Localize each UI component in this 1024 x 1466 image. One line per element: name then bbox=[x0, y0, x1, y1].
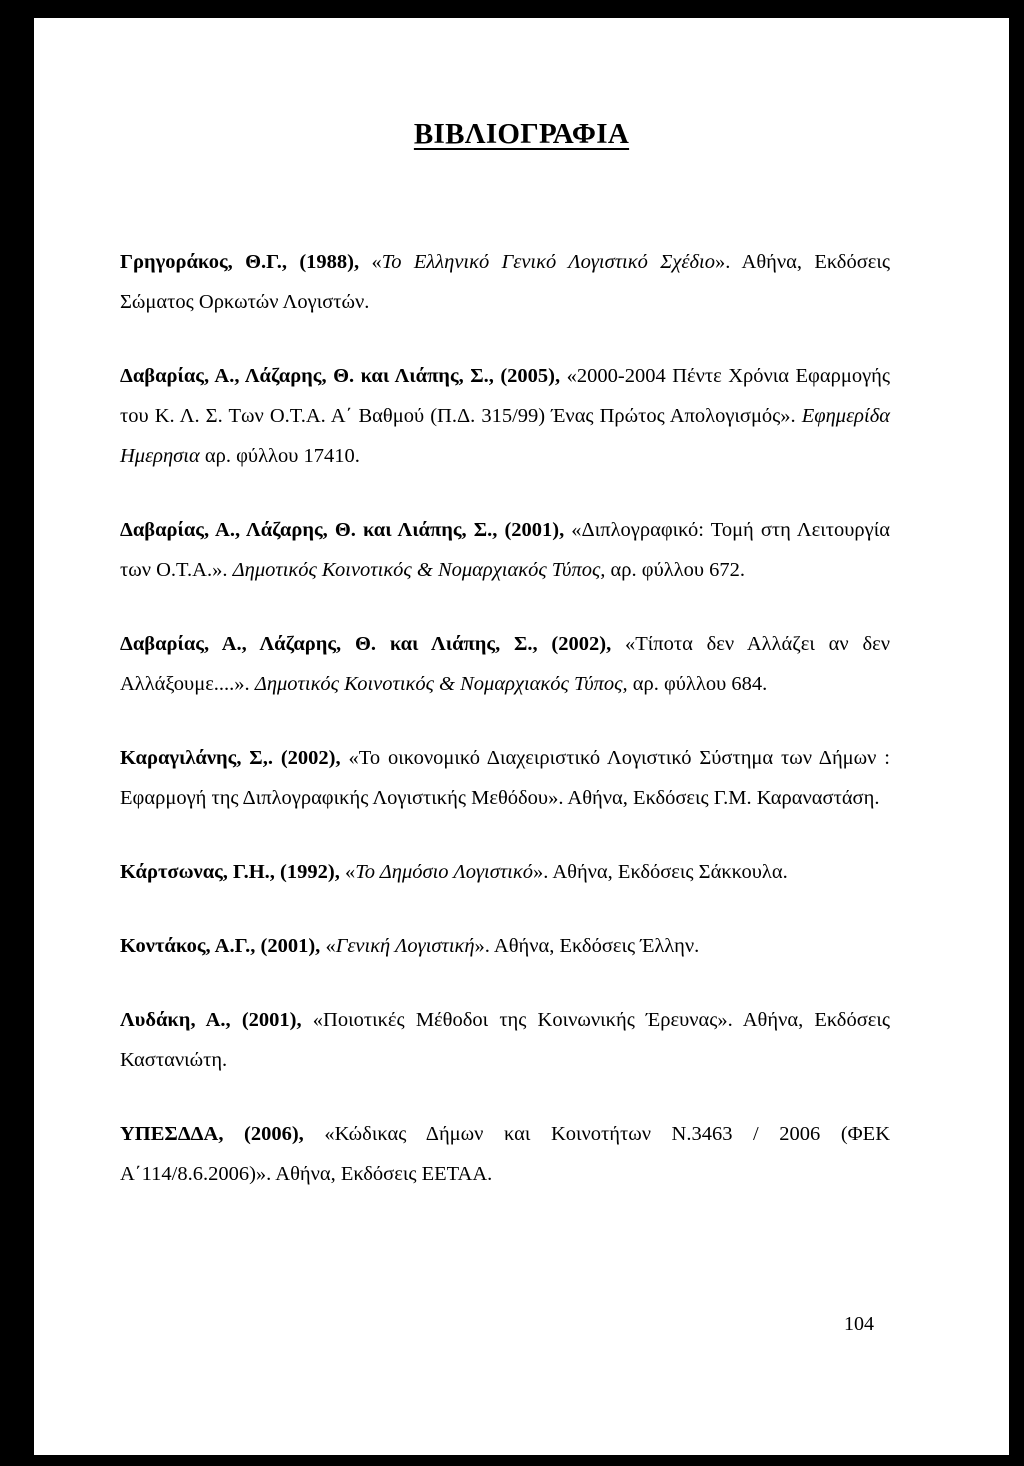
reference-list bbox=[120, 242, 890, 1228]
reference-entry bbox=[120, 624, 890, 704]
reference-entry bbox=[120, 738, 890, 818]
reference-text: «Το οικονομικό Διαχειριστικό Λογιστικό Σύστημα των Δήμων : Εφαρμογή της Διπλογραφικής Λογιστικής Μεθόδου». Αθήνα, Εκδόσεις Γ.Μ. Καραναστάση. bbox=[120, 747, 891, 809]
reference-text: « bbox=[320, 935, 336, 957]
reference-text-tail: αρ. φύλλου 17410. bbox=[199, 445, 360, 467]
reference-text: « bbox=[359, 251, 382, 273]
reference-entry bbox=[120, 852, 890, 892]
reference-text: « bbox=[339, 861, 356, 883]
reference-text: «Διπλογραφικό: Τομή στη Λειτουργία των Ο.Τ.Α.». bbox=[120, 519, 890, 581]
reference-title-italic: Γενική Λογιστική bbox=[335, 935, 475, 957]
reference-text: «2000-2004 Πέντε Χρόνια Εφαρμογής του Κ. Λ. Σ. Των Ο.Τ.Α. Α΄ Βαθμού (Π.Δ. 315/99) Ένας Πρώτος Απολογισμός». bbox=[120, 365, 890, 427]
reference-title-italic: Δημοτικός Κοινοτικός & Νομαρχιακός Τύπος, bbox=[232, 559, 606, 581]
page-title: ΒΙΒΛΙΟΓΡΑΦΙΑ bbox=[413, 118, 630, 150]
reference-author: Δαβαρίας, Α., Λάζαρης, Θ. και Λιάπης, Σ., (2005), bbox=[120, 365, 561, 387]
reference-text-tail: ». Αθήνα, Εκδόσεις Σάκκουλα. bbox=[532, 861, 788, 883]
reference-text: «Κώδικας Δήμων και Κοινοτήτων Ν.3463 / 2006 (ΦΕΚ Α΄114/8.6.2006)». Αθήνα, Εκδόσεις ΕΕΤΑΑ. bbox=[120, 1123, 890, 1185]
reference-text-tail: αρ. φύλλου 672. bbox=[605, 559, 746, 581]
reference-text: «Ποιοτικές Μέθοδοι της Κοινωνικής Έρευνας». Αθήνα, Εκδόσεις Καστανιώτη. bbox=[120, 1009, 891, 1071]
reference-entry bbox=[120, 510, 890, 590]
reference-title-italic: Εφημερίδα Ημερησια bbox=[120, 405, 890, 467]
reference-title-italic: Το Δημόσιο Λογιστικό bbox=[355, 861, 533, 883]
reference-text-tail: αρ. φύλλου 684. bbox=[627, 673, 768, 695]
reference-entry bbox=[120, 1000, 890, 1080]
reference-text-tail: ». Αθήνα, Εκδόσεις Σώματος Ορκωτών Λογιστών. bbox=[120, 251, 891, 313]
reference-entry bbox=[120, 242, 890, 322]
reference-title-italic: Το Ελληνικό Γενικό Λογιστικό Σχέδιο bbox=[381, 251, 715, 273]
document-page bbox=[34, 18, 1009, 1455]
reference-text-tail: ». Αθήνα, Εκδόσεις Έλλην. bbox=[474, 935, 700, 957]
reference-entry bbox=[120, 1114, 890, 1194]
reference-author: Δαβαρίας, Α., Λάζαρης, Θ. και Λιάπης, Σ., (2001), bbox=[120, 519, 565, 541]
reference-author: Καραγιλάνης, Σ,. (2002), bbox=[120, 747, 341, 769]
reference-text: «Τίποτα δεν Αλλάζει αν δεν Αλλάξουμε....». bbox=[120, 633, 890, 695]
reference-author: Δαβαρίας, Α., Λάζαρης, Θ. και Λιάπης, Σ., (2002), bbox=[120, 633, 612, 655]
reference-author: ΥΠΕΣΔΔΑ, (2006), bbox=[120, 1123, 304, 1145]
reference-entry bbox=[120, 356, 890, 476]
reference-author: Γρηγοράκος, Θ.Γ., (1988), bbox=[120, 251, 360, 273]
reference-author: Λυδάκη, Α., (2001), bbox=[120, 1009, 302, 1031]
reference-author: Κοντάκος, Α.Γ., (2001), bbox=[120, 935, 321, 957]
reference-author: Κάρτσωνας, Γ.Η., (1992), bbox=[120, 861, 340, 883]
reference-entry bbox=[120, 926, 890, 966]
page-number: 104 bbox=[844, 1313, 874, 1335]
reference-title-italic: Δημοτικός Κοινοτικός & Νομαρχιακός Τύπος, bbox=[254, 673, 628, 695]
